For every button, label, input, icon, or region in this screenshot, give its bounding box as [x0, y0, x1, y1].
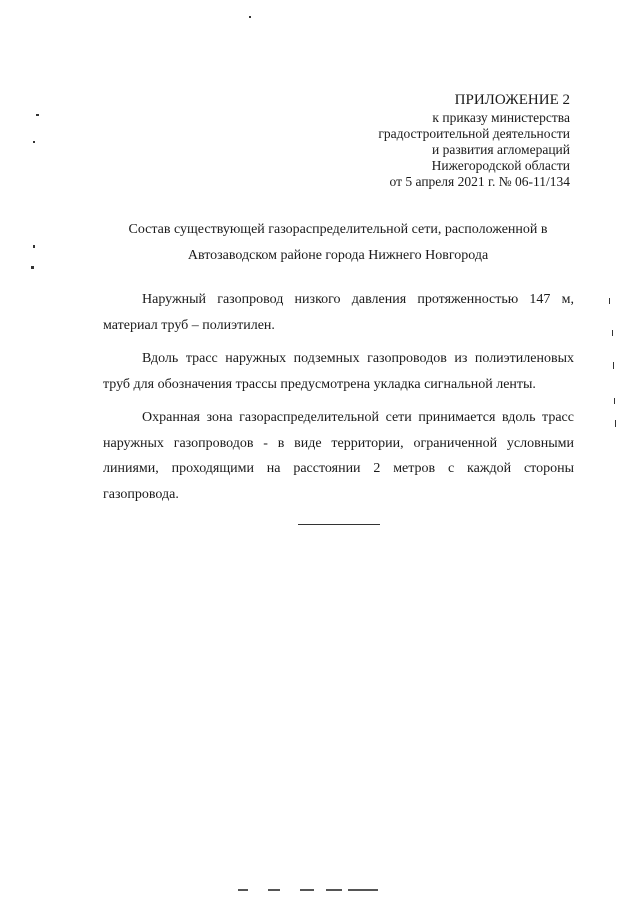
header-line: градостроительной деятельности [378, 126, 570, 141]
appendix-header [270, 91, 570, 190]
paragraph: Наружный газопровод низкого давления протяженностью 147 м, материал труб – полиэтилен. [103, 292, 574, 333]
scan-bottom-marks [238, 889, 388, 892]
paragraph: Охранная зона газораспределительной сети принимается вдоль трасс наружных газопроводов - в виде территории, ограниченной условными линиями, проходящими на расстоянии 2 метров с каждой стороны газопровода. [103, 410, 574, 502]
document-body [103, 287, 574, 515]
header-line: Нижегородской области [431, 158, 570, 173]
title-line: Состав существующей газораспределительной сети, расположенной в [128, 222, 548, 237]
scan-speck [612, 330, 613, 336]
scan-speck [31, 266, 34, 269]
document-title [100, 217, 576, 269]
header-line: от 5 апреля 2021 г. № 06-11/134 [389, 174, 570, 189]
paragraph: Вдоль трасс наружных подземных газопроводов из полиэтиленовых труб для обозначения трассы предусмотрена укладка сигнальной ленты. [103, 351, 574, 392]
header-line: к приказу министерства [432, 110, 570, 125]
appendix-title: ПРИЛОЖЕНИЕ 2 [454, 92, 570, 108]
scan-speck [33, 245, 35, 248]
header-line: и развития агломераций [431, 142, 570, 157]
scan-speck [615, 420, 616, 427]
scan-speck [36, 114, 39, 116]
scan-speck [33, 141, 35, 143]
scan-speck [614, 398, 615, 404]
scan-speck [249, 16, 251, 18]
scan-speck [613, 362, 614, 369]
end-separator-line [298, 524, 380, 525]
scan-speck [609, 298, 610, 304]
title-line: Автозаводском районе города Нижнего Новгорода [187, 248, 489, 263]
